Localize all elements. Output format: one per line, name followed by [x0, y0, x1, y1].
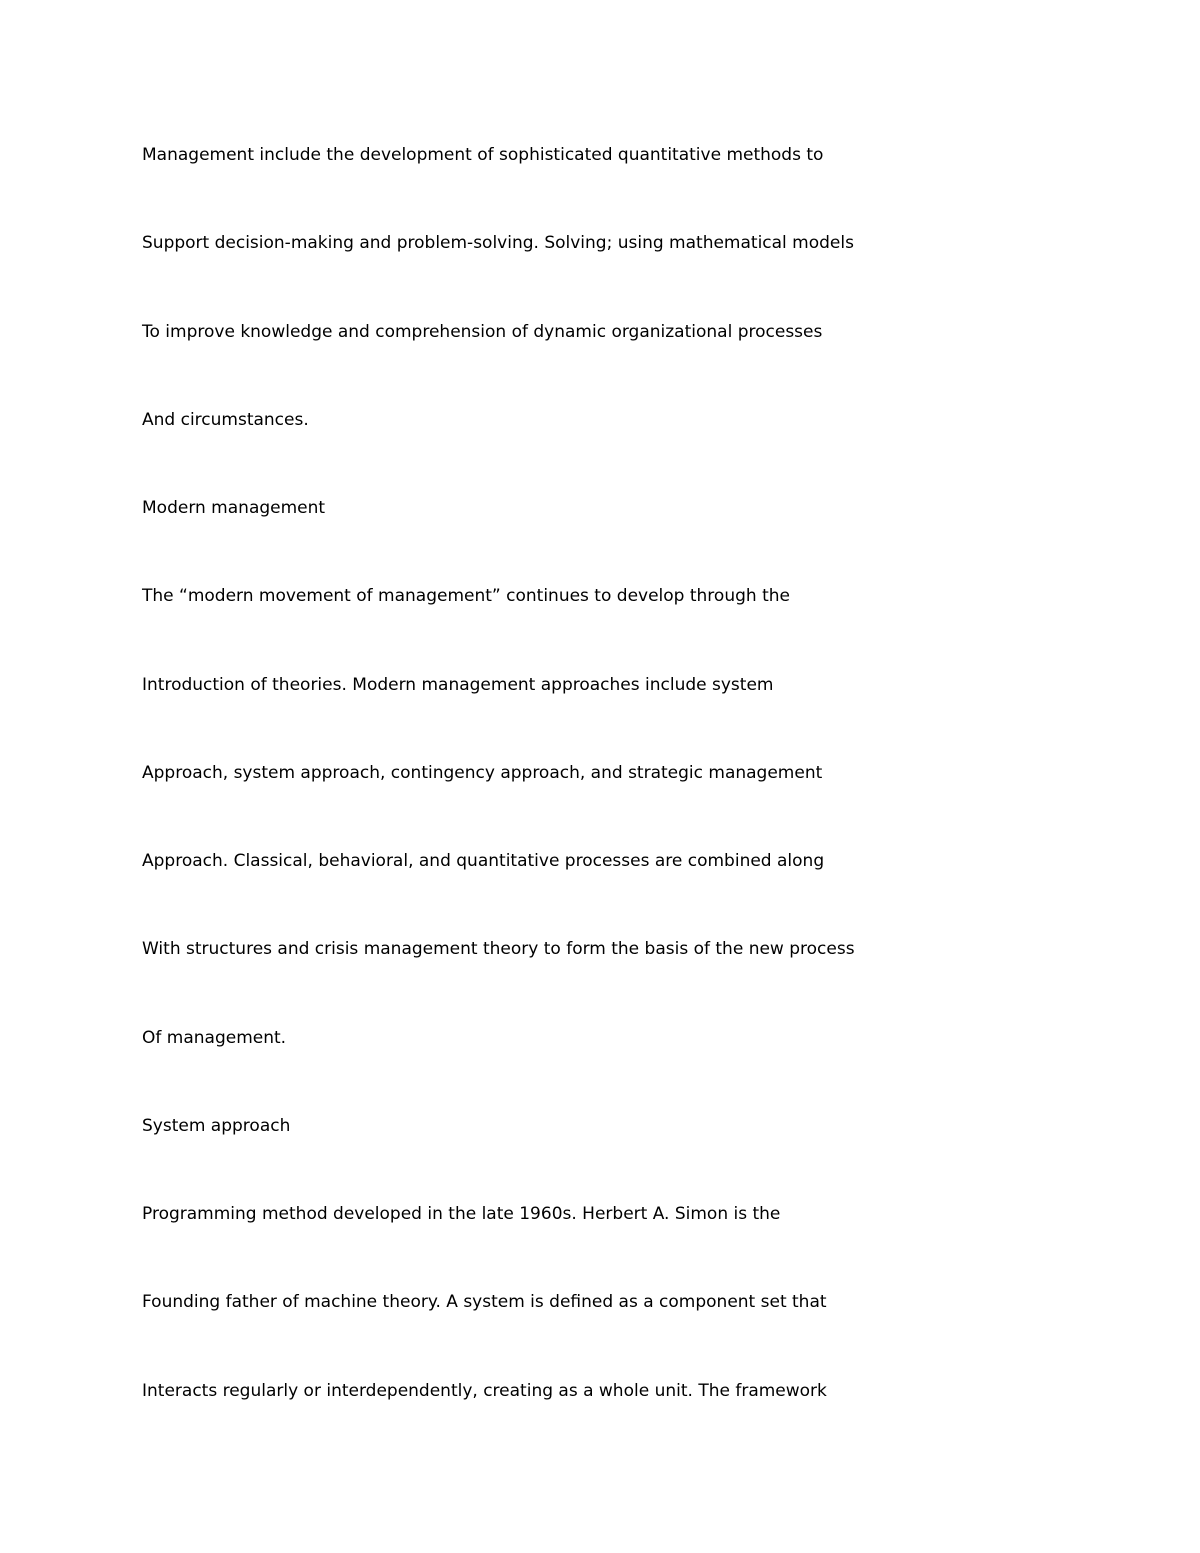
section-heading: System approach — [142, 1116, 291, 1136]
text-line: Introduction of theories. Modern management approaches include system — [142, 675, 774, 695]
text-line: Approach, system approach, contingency approach, and strategic management — [142, 763, 823, 783]
text-line: Support decision-making and problem-solving. Solving; using mathematical models — [142, 233, 854, 253]
text-line: Interacts regularly or interdependently, creating as a whole unit. The framework — [142, 1381, 827, 1401]
text-line: And circumstances. — [142, 410, 309, 430]
text-line: Management include the development of sophisticated quantitative methods to — [142, 145, 824, 165]
text-line: Approach. Classical, behavioral, and quantitative processes are combined along — [142, 851, 825, 871]
section-heading: Modern management — [142, 498, 326, 518]
text-line: With structures and crisis management theory to form the basis of the new process — [142, 939, 855, 959]
text-line: To improve knowledge and comprehension of dynamic organizational processes — [142, 322, 823, 342]
text-line: Of management. — [142, 1028, 287, 1048]
text-line: Founding father of machine theory. A system is defined as a component set that — [142, 1292, 827, 1312]
text-line: Programming method developed in the late 1960s. Herbert A. Simon is the — [142, 1204, 781, 1224]
text-line: The “modern movement of management” continues to develop through the — [142, 586, 790, 606]
